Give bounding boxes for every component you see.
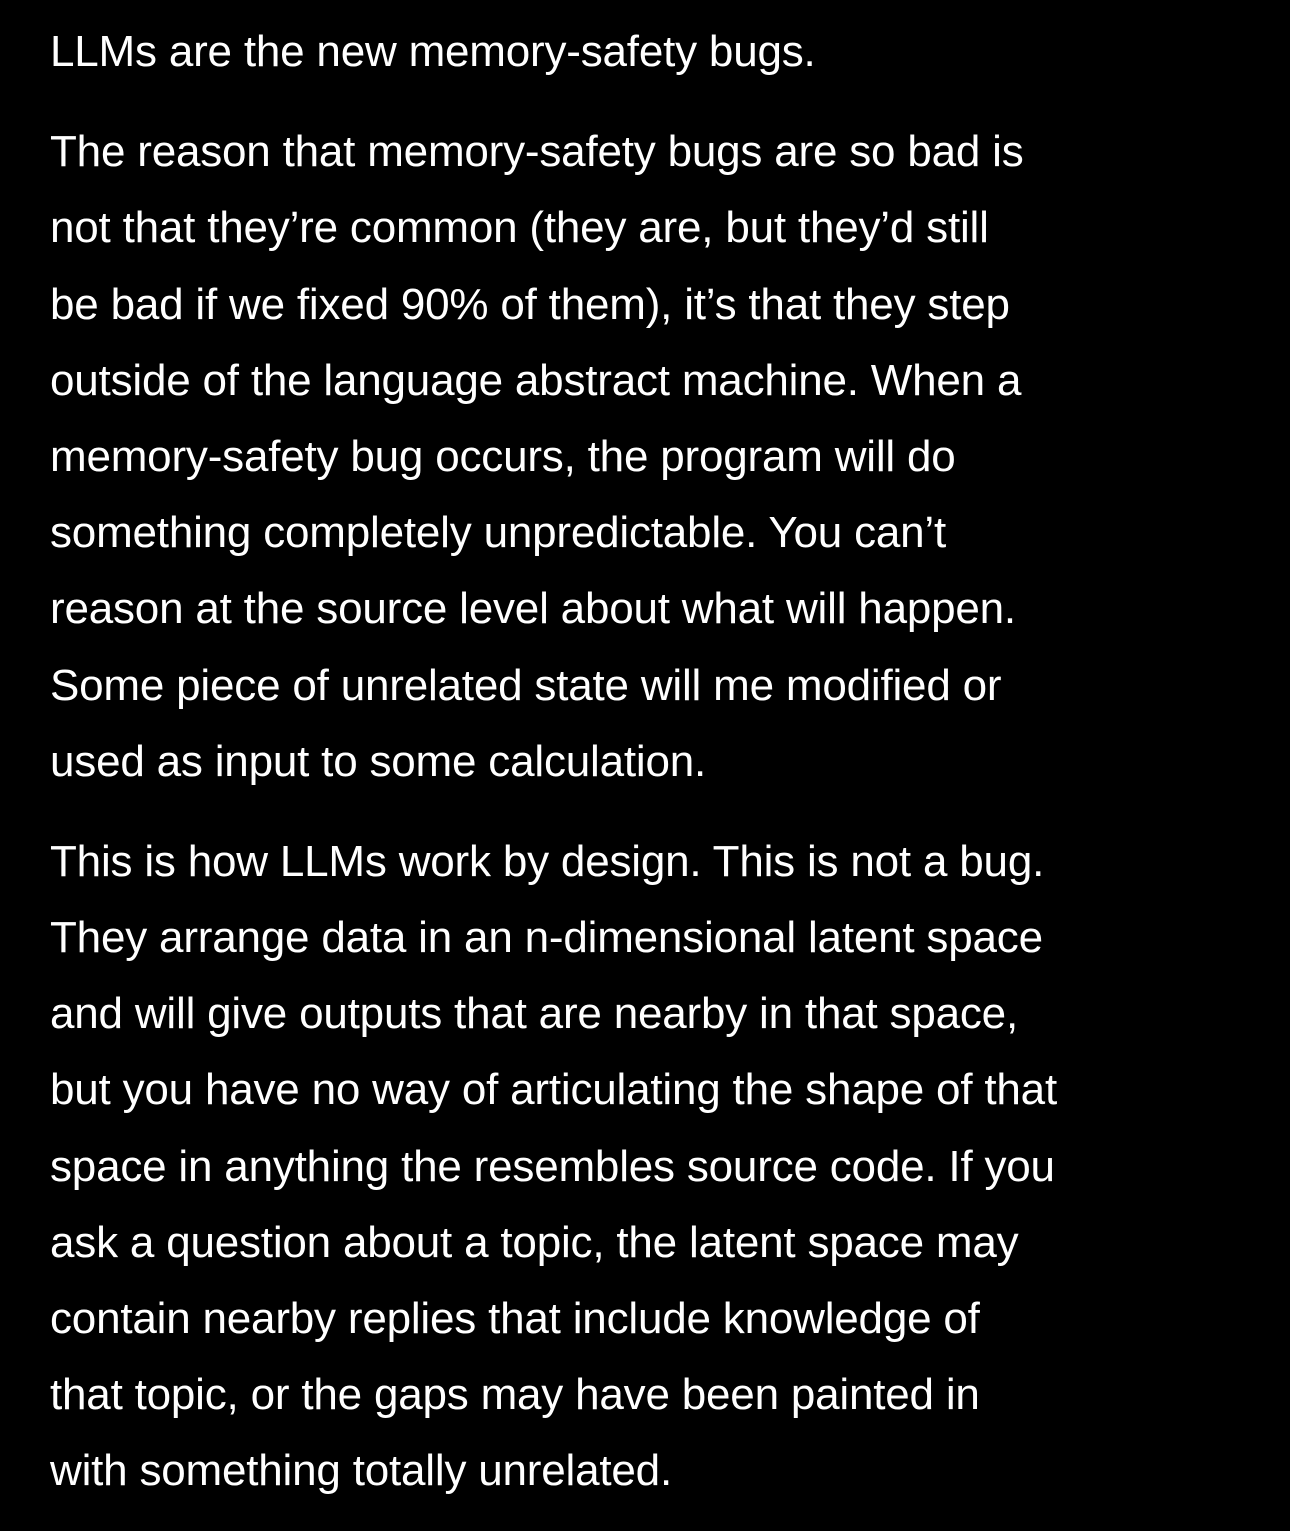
text-line: ask a question about a topic, the latent space may — [50, 1217, 1019, 1267]
text-line: Some piece of unrelated state will me modified or — [50, 660, 1002, 710]
text-line: and will give outputs that are nearby in that space, — [50, 989, 1018, 1039]
text-line: The reason that memory-safety bugs are so bad is — [50, 127, 1024, 177]
text-line: that topic, or the gaps may have been painted in — [50, 1370, 980, 1420]
post-paragraph-3 — [50, 824, 1275, 1510]
text-line: something completely unpredictable. You can’t — [50, 508, 947, 558]
post-body — [50, 14, 1275, 1510]
text-line: with something totally unrelated. — [50, 1446, 672, 1496]
text-line: used as input to some calculation. — [50, 736, 707, 786]
text-line: outside of the language abstract machine. When a — [50, 355, 1022, 405]
post-paragraph-1 — [50, 14, 1275, 90]
text-line: space in anything the resembles source code. If you — [50, 1141, 1055, 1191]
post-paragraph-2 — [50, 114, 1275, 800]
text-line: be bad if we fixed 90% of them), it’s that they step — [50, 279, 1010, 329]
text-line: This is how LLMs work by design. This is not a bug. — [50, 836, 1045, 886]
text-line: not that they’re common (they are, but they’d still — [50, 203, 989, 253]
text-line: reason at the source level about what will happen. — [50, 584, 1016, 634]
text-line: LLMs are the new memory-safety bugs. — [50, 27, 816, 76]
text-line: They arrange data in an n-dimensional latent space — [50, 913, 1043, 963]
text-line: but you have no way of articulating the shape of that — [50, 1065, 1057, 1115]
text-line: memory-safety bug occurs, the program will do — [50, 431, 956, 481]
text-line: contain nearby replies that include knowledge of — [50, 1294, 980, 1343]
